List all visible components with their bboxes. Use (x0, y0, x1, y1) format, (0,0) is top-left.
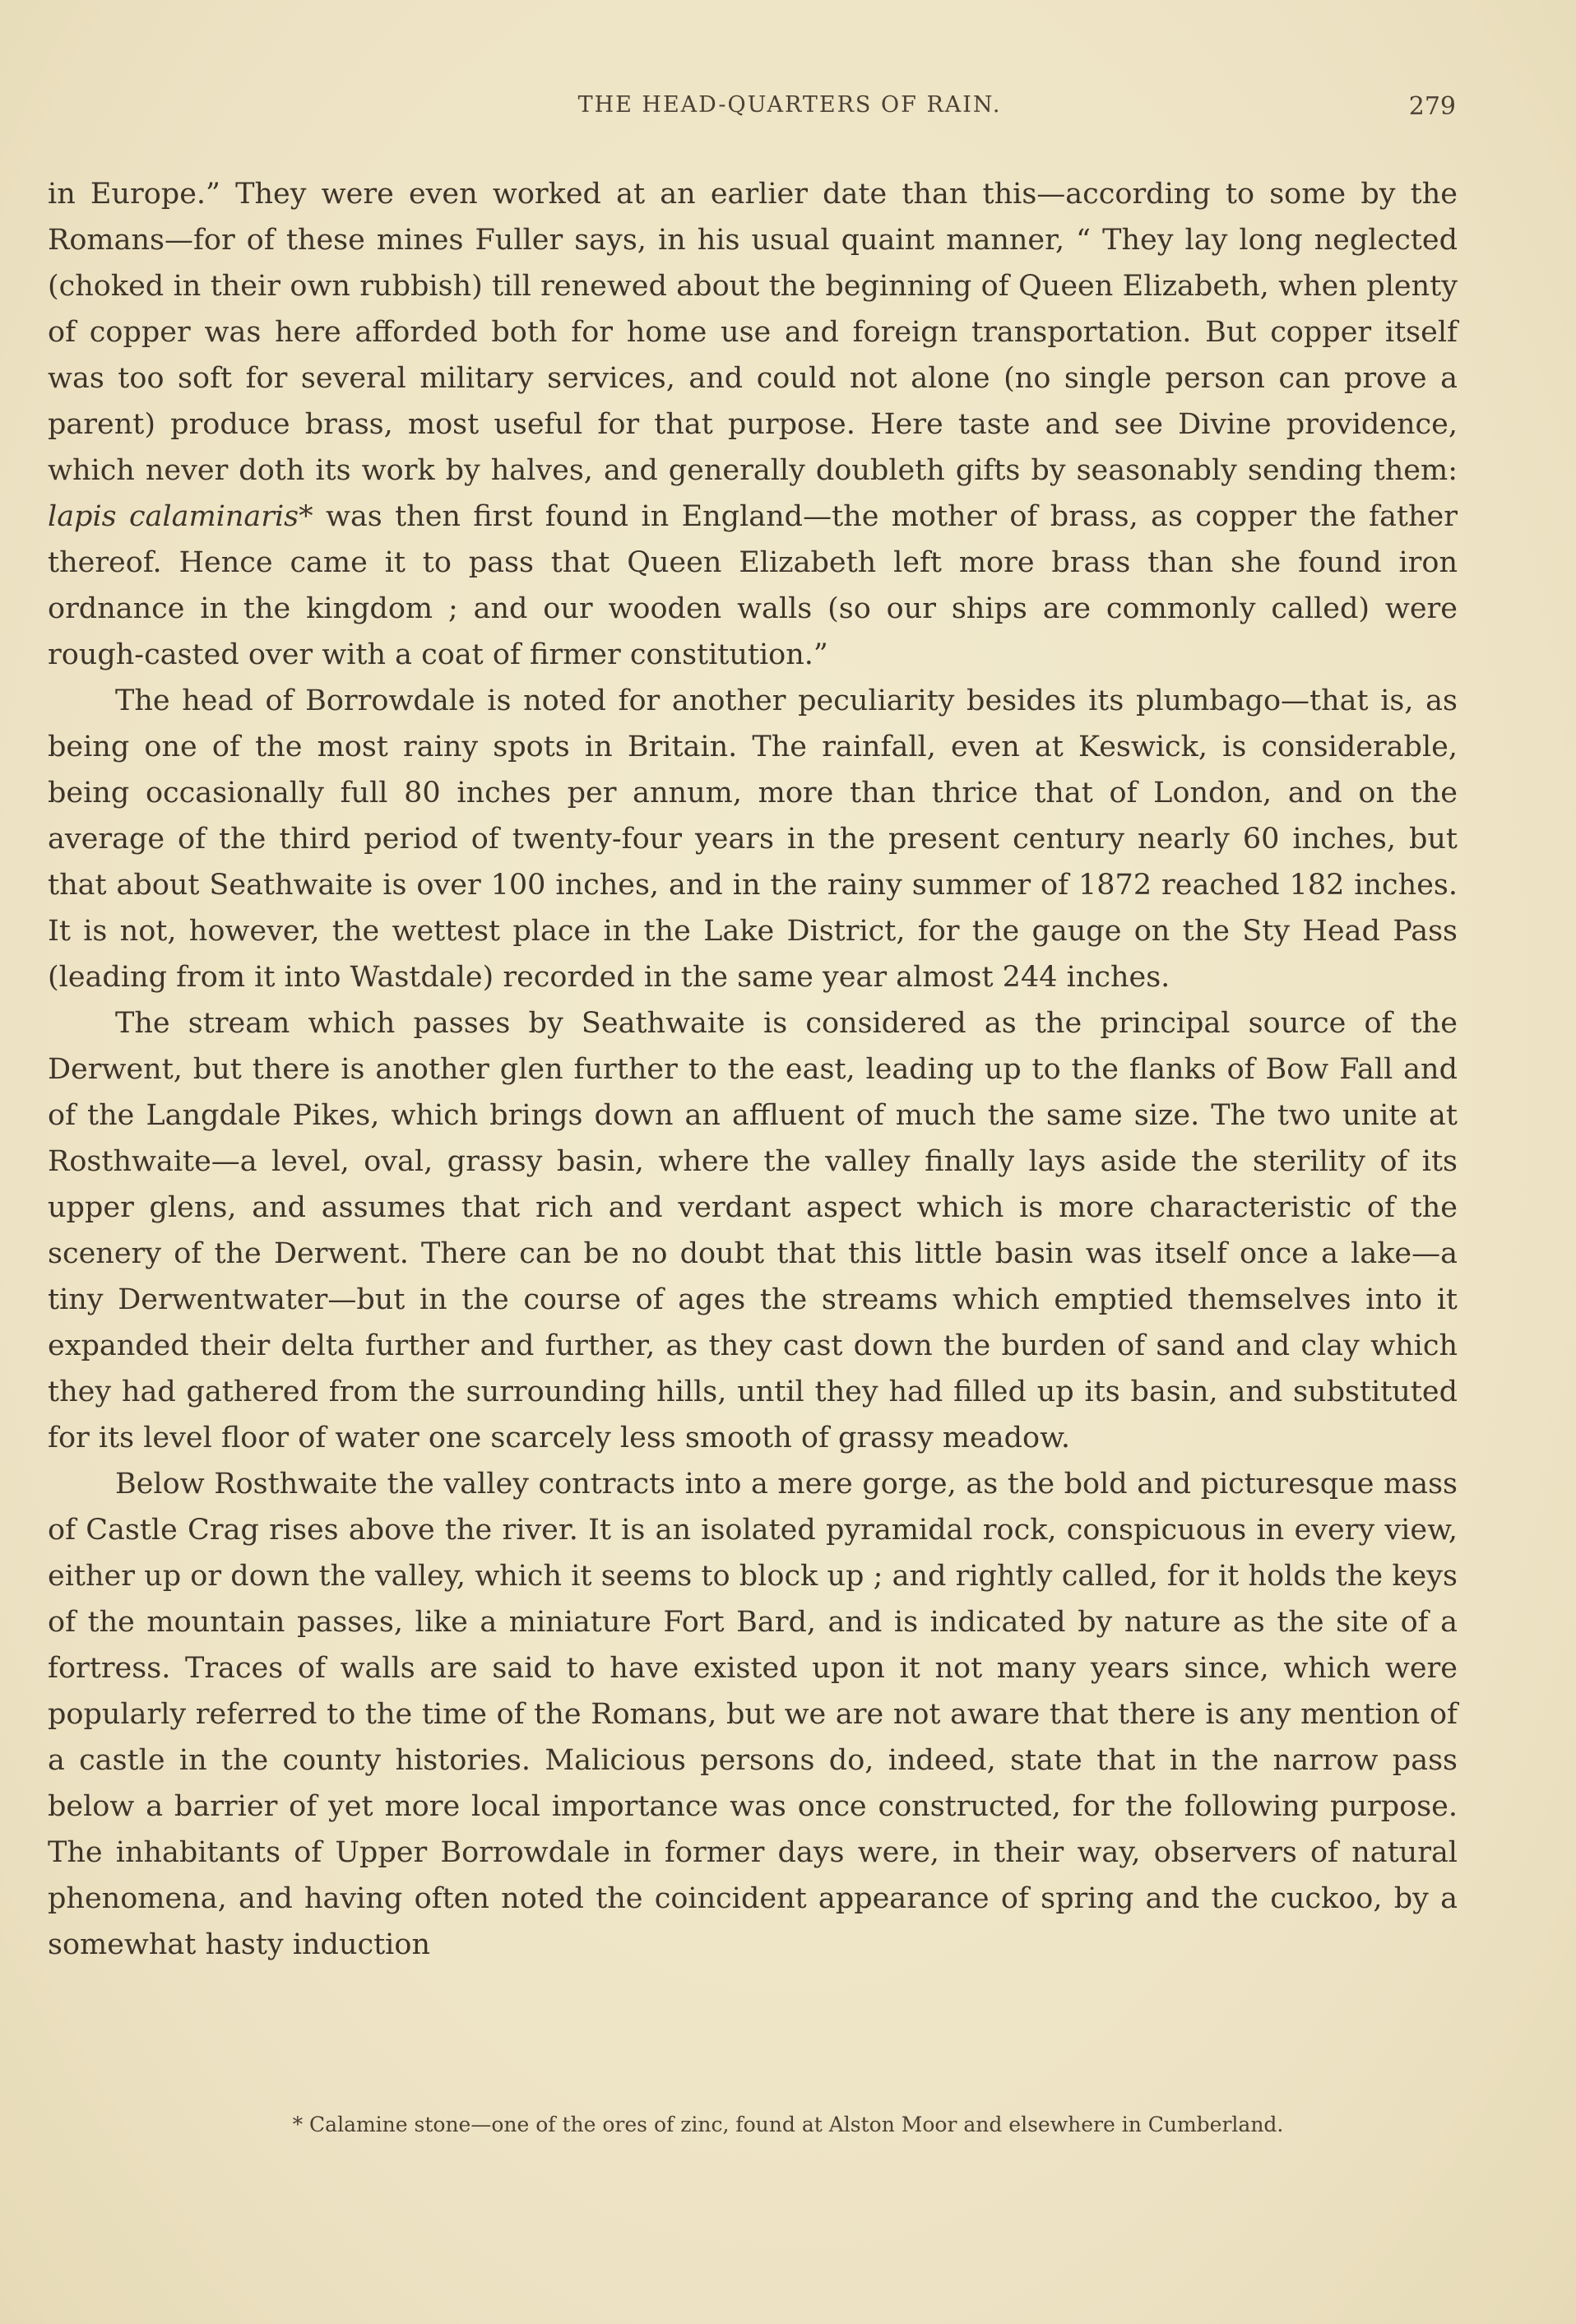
paragraph-1-text-a: in Europe.” They were even worked at an earlier date than this—according to some by the Romans—for of these mines Fuller says, in his usual quaint manner, “ They lay long neglected (choked in their own rubbish) till renewed about the beginning of Queen Elizabeth, when plenty of copper was here afforded both for home use and foreign transportation. But copper itself was too soft for several military services, and could not alone (no single person can prove a parent) produce brass, most useful for that purpose. Here taste and see Divine providence, which never doth its work by halves, and generally doubleth gifts by seasonably sending them: (48, 178, 1458, 487)
paragraph-2: The head of Borrowdale is noted for another peculiarity besides its plumbago—that is, as being one of the most rainy spots in Britain. The rainfall, even at Keswick, is considerable, being occasionally full 80 inches per annum, more than thrice that of London, and on the average of the third period of twenty-four years in the present century nearly 60 inches, but that about Seathwaite is over 100 inches, and in the rainy summer of 1872 reached 182 inches. It is not, however, the wettest place in the Lake District, for the gauge on the Sty Head Pass (leading from it into Wastdale) recorded in the same year almost 244 inches. (48, 684, 1458, 994)
page-number: 279 (1408, 92, 1456, 121)
running-title: THE HEAD-QUARTERS OF RAIN. (577, 92, 1002, 118)
paragraph-1-text-b: was then first found in England—the mother of brass, as copper the father thereof. Hence came it to pass that Queen Elizabeth left more brass than she found iron ordnance in the kingdom ; and our wooden walls (so our ships are commonly called) were rough-casted over with a coat of firmer constitution.” (48, 500, 1458, 671)
paragraph-1-italic-term: lapis calaminaris* (48, 500, 313, 533)
running-head (123, 92, 1456, 125)
body-text (48, 171, 1458, 1968)
paragraph-3: The stream which passes by Seathwaite is considered as the principal source of the Derwent, but there is another glen further to the east, leading up to the flanks of Bow Fall and of the Langdale Pikes, which brings down an affluent of much the same size. The two unite at Rosthwaite—a level, oval, grassy basin, where the valley finally lays aside the sterility of its upper glens, and assumes that rich and verdant aspect which is more characteristic of the scenery of the Derwent. There can be no doubt that this little basin was itself once a lake—a tiny Derwentwater—but in the course of ages the streams which emptied themselves into it expanded their delta further and further, as they cast down the burden of sand and clay which they had gathered from the surrounding hills, until they had filled up its basin, and substituted for its level floor of water one scarcely less smooth of grassy meadow. (48, 1007, 1458, 1454)
paragraph-1 (48, 171, 1458, 678)
footnote: * Calamine stone—one of the ores of zinc, found at Alston Moor and elsewhere in Cumberland. (292, 2113, 1284, 2136)
paragraph-4: Below Rosthwaite the valley contracts into a mere gorge, as the bold and picturesque mass of Castle Crag rises above the river. It is an isolated pyramidal rock, conspicuous in every view, either up or down the valley, which it seems to block up ; and rightly called, for it holds the keys of the mountain passes, like a miniature Fort Bard, and is indicated by nature as the site of a fortress. Traces of walls are said to have existed upon it not many years since, which were popularly referred to the time of the Romans, but we are not aware that there is any mention of a castle in the county histories. Malicious persons do, indeed, state that in the narrow pass below a barrier of yet more local importance was once constructed, for the following purpose. The inhabitants of Upper Borrowdale in former days were, in their way, observers of natural phenomena, and having often noted the coincident appearance of spring and the cuckoo, by a somewhat hasty induction (48, 1468, 1458, 1961)
